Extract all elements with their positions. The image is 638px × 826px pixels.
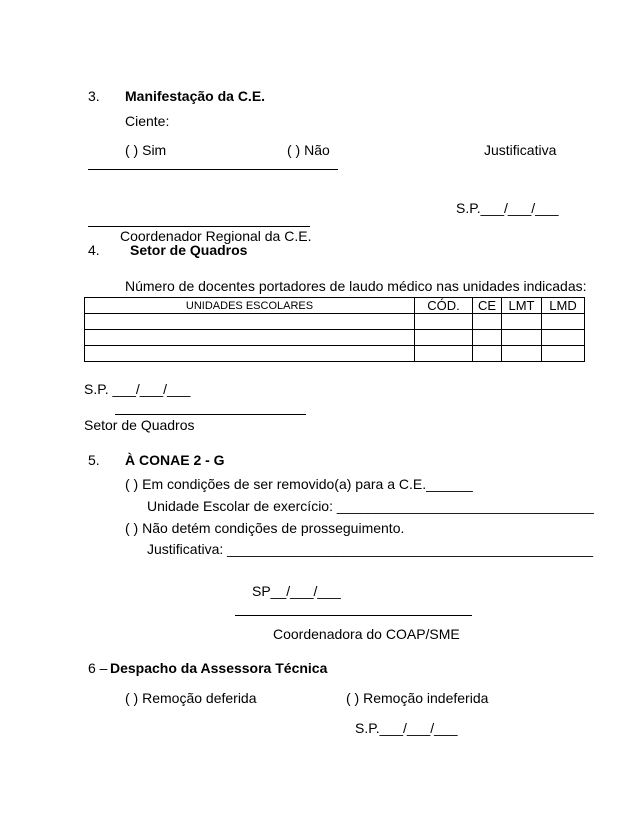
header-ce: CE bbox=[473, 298, 502, 314]
section-6-date[interactable]: S.P.___/___/___ bbox=[355, 720, 458, 736]
section-3-title: Manifestação da C.E. bbox=[125, 88, 266, 104]
header-lmt: LMT bbox=[502, 298, 542, 314]
cell-lmt[interactable] bbox=[502, 314, 542, 330]
ciente-label: Ciente: bbox=[125, 113, 170, 129]
header-unidades-escolares: UNIDADES ESCOLARES bbox=[85, 298, 415, 314]
section-4-number: 4. bbox=[88, 242, 100, 258]
cell-lmd[interactable] bbox=[542, 314, 585, 330]
justificativa-field[interactable]: Justificativa: _______________________________________________ bbox=[147, 541, 594, 557]
section-4-date[interactable]: S.P. ___/___/___ bbox=[84, 381, 191, 397]
cell-lmt[interactable] bbox=[502, 346, 542, 362]
cell-lmd[interactable] bbox=[542, 346, 585, 362]
section-3-number: 3. bbox=[88, 88, 100, 104]
setor-quadros-signature-line[interactable] bbox=[115, 414, 306, 415]
table-row bbox=[85, 330, 585, 346]
cell-unidade[interactable] bbox=[85, 330, 415, 346]
cell-unidade[interactable] bbox=[85, 314, 415, 330]
section-5-date[interactable]: SP__/___/___ bbox=[252, 583, 341, 599]
cell-lmd[interactable] bbox=[542, 330, 585, 346]
coap-signature-label: Coordenadora do COAP/SME bbox=[273, 626, 460, 642]
table-row bbox=[85, 314, 585, 330]
cell-ce[interactable] bbox=[473, 330, 502, 346]
option-indeferida-checkbox[interactable]: ( ) Remoção indeferida bbox=[346, 690, 489, 706]
justificativa-line[interactable] bbox=[88, 169, 338, 170]
cell-unidade[interactable] bbox=[85, 346, 415, 362]
section-5-title: À CONAE 2 - G bbox=[125, 452, 225, 468]
unidade-exercicio-field[interactable]: Unidade Escolar de exercício: _________________________________ bbox=[147, 498, 594, 514]
cell-ce[interactable] bbox=[473, 314, 502, 330]
coordenador-signature-label: Coordenador Regional da C.E. bbox=[120, 228, 312, 244]
section-5-number: 5. bbox=[88, 452, 100, 468]
option-deferida-checkbox[interactable]: ( ) Remoção deferida bbox=[125, 690, 257, 706]
option-removido-checkbox[interactable]: ( ) Em condições de ser removido(a) para a C.E.______ bbox=[125, 476, 473, 492]
section-4-description: Número de docentes portadores de laudo médico nas unidades indicadas: bbox=[125, 278, 587, 294]
option-sim-checkbox[interactable]: ( ) Sim bbox=[125, 142, 167, 158]
table-row bbox=[85, 346, 585, 362]
table-header-row bbox=[85, 298, 585, 314]
option-nao-checkbox[interactable]: ( ) Não bbox=[287, 142, 330, 158]
section-4-title: Setor de Quadros bbox=[130, 242, 248, 258]
section-3-date[interactable]: S.P.___/___/___ bbox=[456, 200, 559, 216]
laudo-table bbox=[84, 297, 585, 362]
section-6-number: 6 – bbox=[88, 660, 108, 676]
header-cod: CÓD. bbox=[415, 298, 473, 314]
coap-signature-line[interactable] bbox=[235, 615, 472, 616]
cell-lmt[interactable] bbox=[502, 330, 542, 346]
coordenador-signature-line[interactable] bbox=[88, 226, 310, 227]
cell-ce[interactable] bbox=[473, 346, 502, 362]
cell-cod[interactable] bbox=[415, 346, 473, 362]
cell-cod[interactable] bbox=[415, 330, 473, 346]
section-6-title: Despacho da Assessora Técnica bbox=[110, 660, 328, 676]
setor-quadros-signature-label: Setor de Quadros bbox=[84, 417, 195, 433]
cell-cod[interactable] bbox=[415, 314, 473, 330]
justificativa-label: Justificativa bbox=[484, 142, 557, 158]
option-nao-detem-checkbox[interactable]: ( ) Não detém condições de prosseguimento. bbox=[125, 520, 405, 536]
header-lmd: LMD bbox=[542, 298, 585, 314]
